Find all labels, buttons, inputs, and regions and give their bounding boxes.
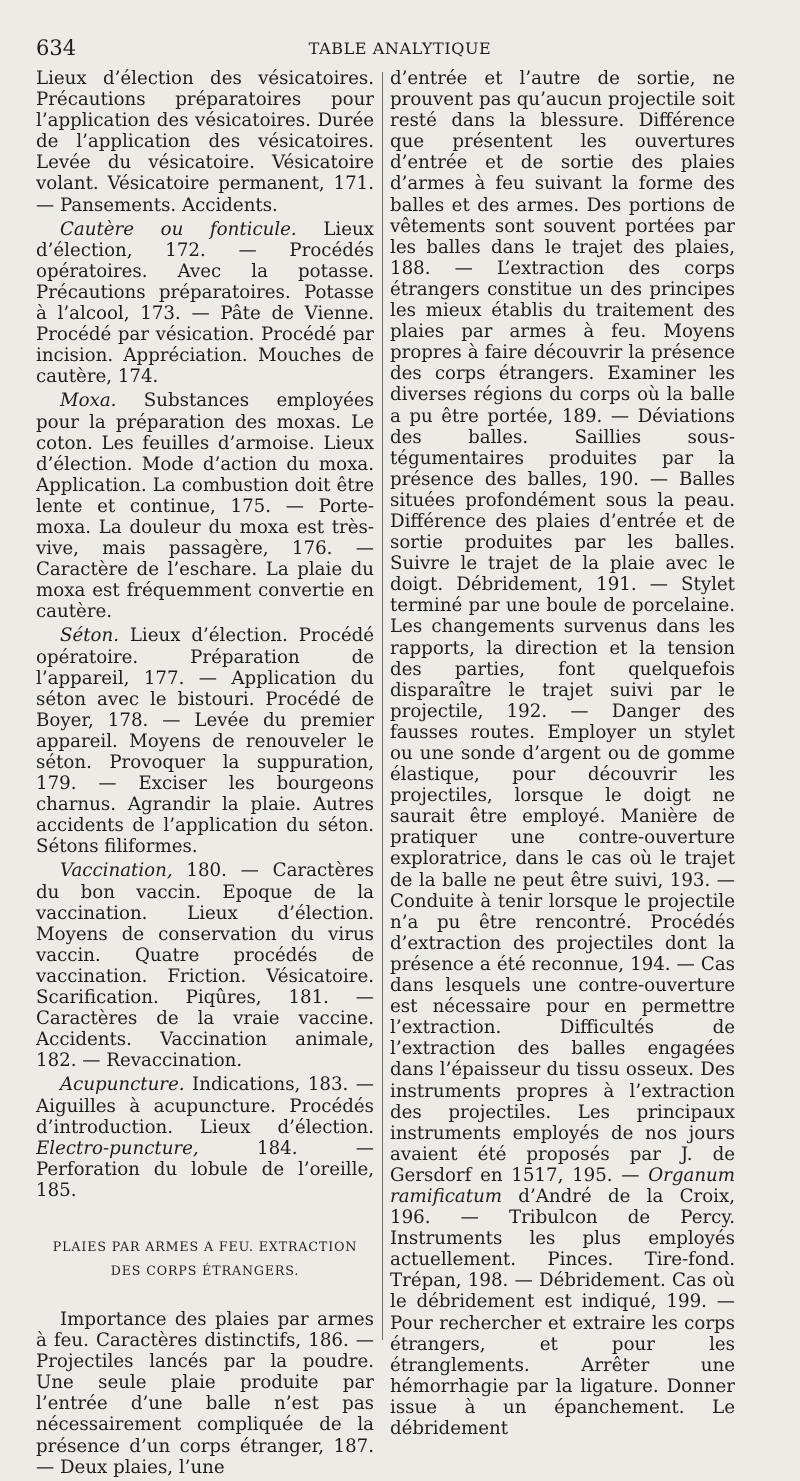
- entry-text: d’André de la Croix, 196. — Tribulcon de Percy. Instruments les plus employés actuellement. Pinces. Tire-fond. Trépan, 198. — Débridement. Cas où le débridement est indiqué, 199. — Pour rechercher et extraire les corps étrangers, et pour les étranglements. Arrêter une hémorrhagie par la ligature. Donner issue à un épanchement. Le débridement: [390, 1185, 735, 1439]
- section-heading-line: DES CORPS ÉTRANGERS.: [110, 1262, 300, 1278]
- entry-term: Séton.: [60, 625, 119, 647]
- entry-plaies-armes-feu: Importance des plaies par armes à feu. Caractères distinctifs, 186. — Projectiles lancés par la poudre. Une seule plaie produite par l’entrée d’une balle n’est pas nécessairement compliquée de la présence d’un corps étranger, 187. — Deux plaies, l’une: [36, 1308, 374, 1478]
- entry-vesicatoires: Lieux d’élection des vésicatoires. Précautions préparatoires pour l’application des vésicatoires. Durée de l’application des vésicatoires. Levée du vésicatoire. Vésicatoire volant. Vésicatoire permanent, 171. — Pansements. Accidents.: [36, 68, 374, 216]
- section-heading-line: PLAIES PAR ARMES A FEU. EXTRACTION: [52, 1238, 358, 1254]
- entry-term: Moxa.: [60, 390, 117, 412]
- entry-plaies-armes-feu-continued: [390, 68, 735, 1439]
- entry-text: Lieux d’élection, 172. — Procédés opératoires. Avec la potasse. Précautions préparatoires. Potasse à l’alcool, 173. — Pâte de Vienne. Procédé par vésication. Procédé par incision. Appréciation. Mouches de cautère, 174.: [36, 218, 374, 388]
- entry-cautere: [36, 219, 374, 388]
- entry-text: 180. — Caractères du bon vaccin. Epoque de la vaccination. Lieux d’élection. Moyens de conservation du virus vaccin. Quatre procédés de vaccination. Friction. Vésicatoire. Scarification. Piqûres, 181. — Caractères de la vraie vaccine. Accidents. Vaccination animale, 182. — Revaccination.: [36, 860, 374, 1072]
- entry-acupuncture: [36, 1074, 374, 1201]
- left-column: [36, 68, 374, 1481]
- column-divider: [382, 72, 383, 1340]
- page-number: 634: [36, 36, 77, 60]
- entry-seton: [36, 625, 374, 857]
- entry-text: d’entrée et l’autre de sortie, ne prouvent pas qu’aucun projectile soit resté dans la blessure. Différence que présentent les ouvertures d’entrée et de sortie des plaies d’armes à feu suivant la forme des balles et des armes. Des portions de vêtements sont souvent portées par les balles dans le trajet des plaies, 188. — L’extraction des corps étrangers constitue un des principes les mieux établis du traitement des plaies par armes à feu. Moyens propres à faire découvrir la présence des corps étrangers. Examiner les diverses régions du corps où la balle a pu être portée, 189. — Déviations des balles. Saillies sous-tégumentaires produites par la présence des balles, 190. — Balles situées profondément sous la peau. Différence des plaies d’entrée et de sortie produites par les balles. Suivre le trajet de la plaie avec le doigt. Débridement, 191. — Stylet terminé par une boule de porcelaine. Les changements survenus dans les rapports, la direction et la tension des parties, font quelquefois disparaître le trajet suivi par le projectile, 192. — Danger des fausses routes. Employer un stylet ou une sonde d’argent ou de gomme élastique, pour découvrir les projectiles, lorsque le doigt ne saurait être employé. Manière de pratiquer une contre-ouverture exploratrice, dans le cas où le trajet de la balle ne peut être suivi, 193. — Conduite à tenir lorsque le projectile n’a pu être rencontré. Procédés d’extraction des projectiles dont la présence a été reconnue, 194. — Cas dans lesquels une contre-ouverture est nécessaire pour en permettre l’extraction. Difficultés de l’extraction des balles engagées dans l’épaisseur du tissu osseux. Des instruments propres à l’extraction des projectiles. Les principaux instruments employés de nos jours avaient été proposés par J. de Gersdorf en 1517, 195. —: [390, 68, 735, 1186]
- entry-text: 184. — Perforation du lobule de l’oreille, 185.: [36, 1137, 374, 1201]
- entry-term: Organum ramificatum: [390, 1164, 735, 1207]
- right-column: [390, 68, 735, 1442]
- entry-term: Vaccination,: [60, 860, 173, 882]
- entry-term: Acupuncture.: [60, 1074, 185, 1096]
- running-title: TABLE ANALYTIQUE: [308, 39, 492, 58]
- section-heading: [36, 1235, 374, 1283]
- entry-text: Substances employées pour la préparation des moxas. Le coton. Les feuilles d’armoise. Lieux d’élection. Mode d’action du moxa. Application. La combustion doit être lente et continue, 175. — Porte-moxa. La douleur du moxa est très-vive, mais passagère, 176. — Caractère de l’eschare. La plaie du moxa est fréquemment convertie en cautère.: [36, 390, 374, 623]
- entry-moxa: [36, 390, 374, 622]
- page-header: [36, 36, 764, 62]
- entry-vaccination: [36, 860, 374, 1071]
- entry-term: Electro-puncture,: [36, 1137, 199, 1159]
- entry-text: Indications, 183. — Aiguilles à acupuncture. Procédés d’introduction. Lieux d’élection.: [36, 1074, 374, 1138]
- entry-term: Cautère ou fonticule.: [60, 218, 297, 240]
- entry-text: Lieux d’élection. Procédé opératoire. Préparation de l’appareil, 177. — Application du séton avec le bistouri. Procédé de Boyer, 178. — Levée du premier appareil. Moyens de renouveler le séton. Provoquer la suppuration, 179. — Exciser les bourgeons charnus. Agrandir la plaie. Autres accidents de l’application du séton. Sétons filiformes.: [36, 625, 374, 858]
